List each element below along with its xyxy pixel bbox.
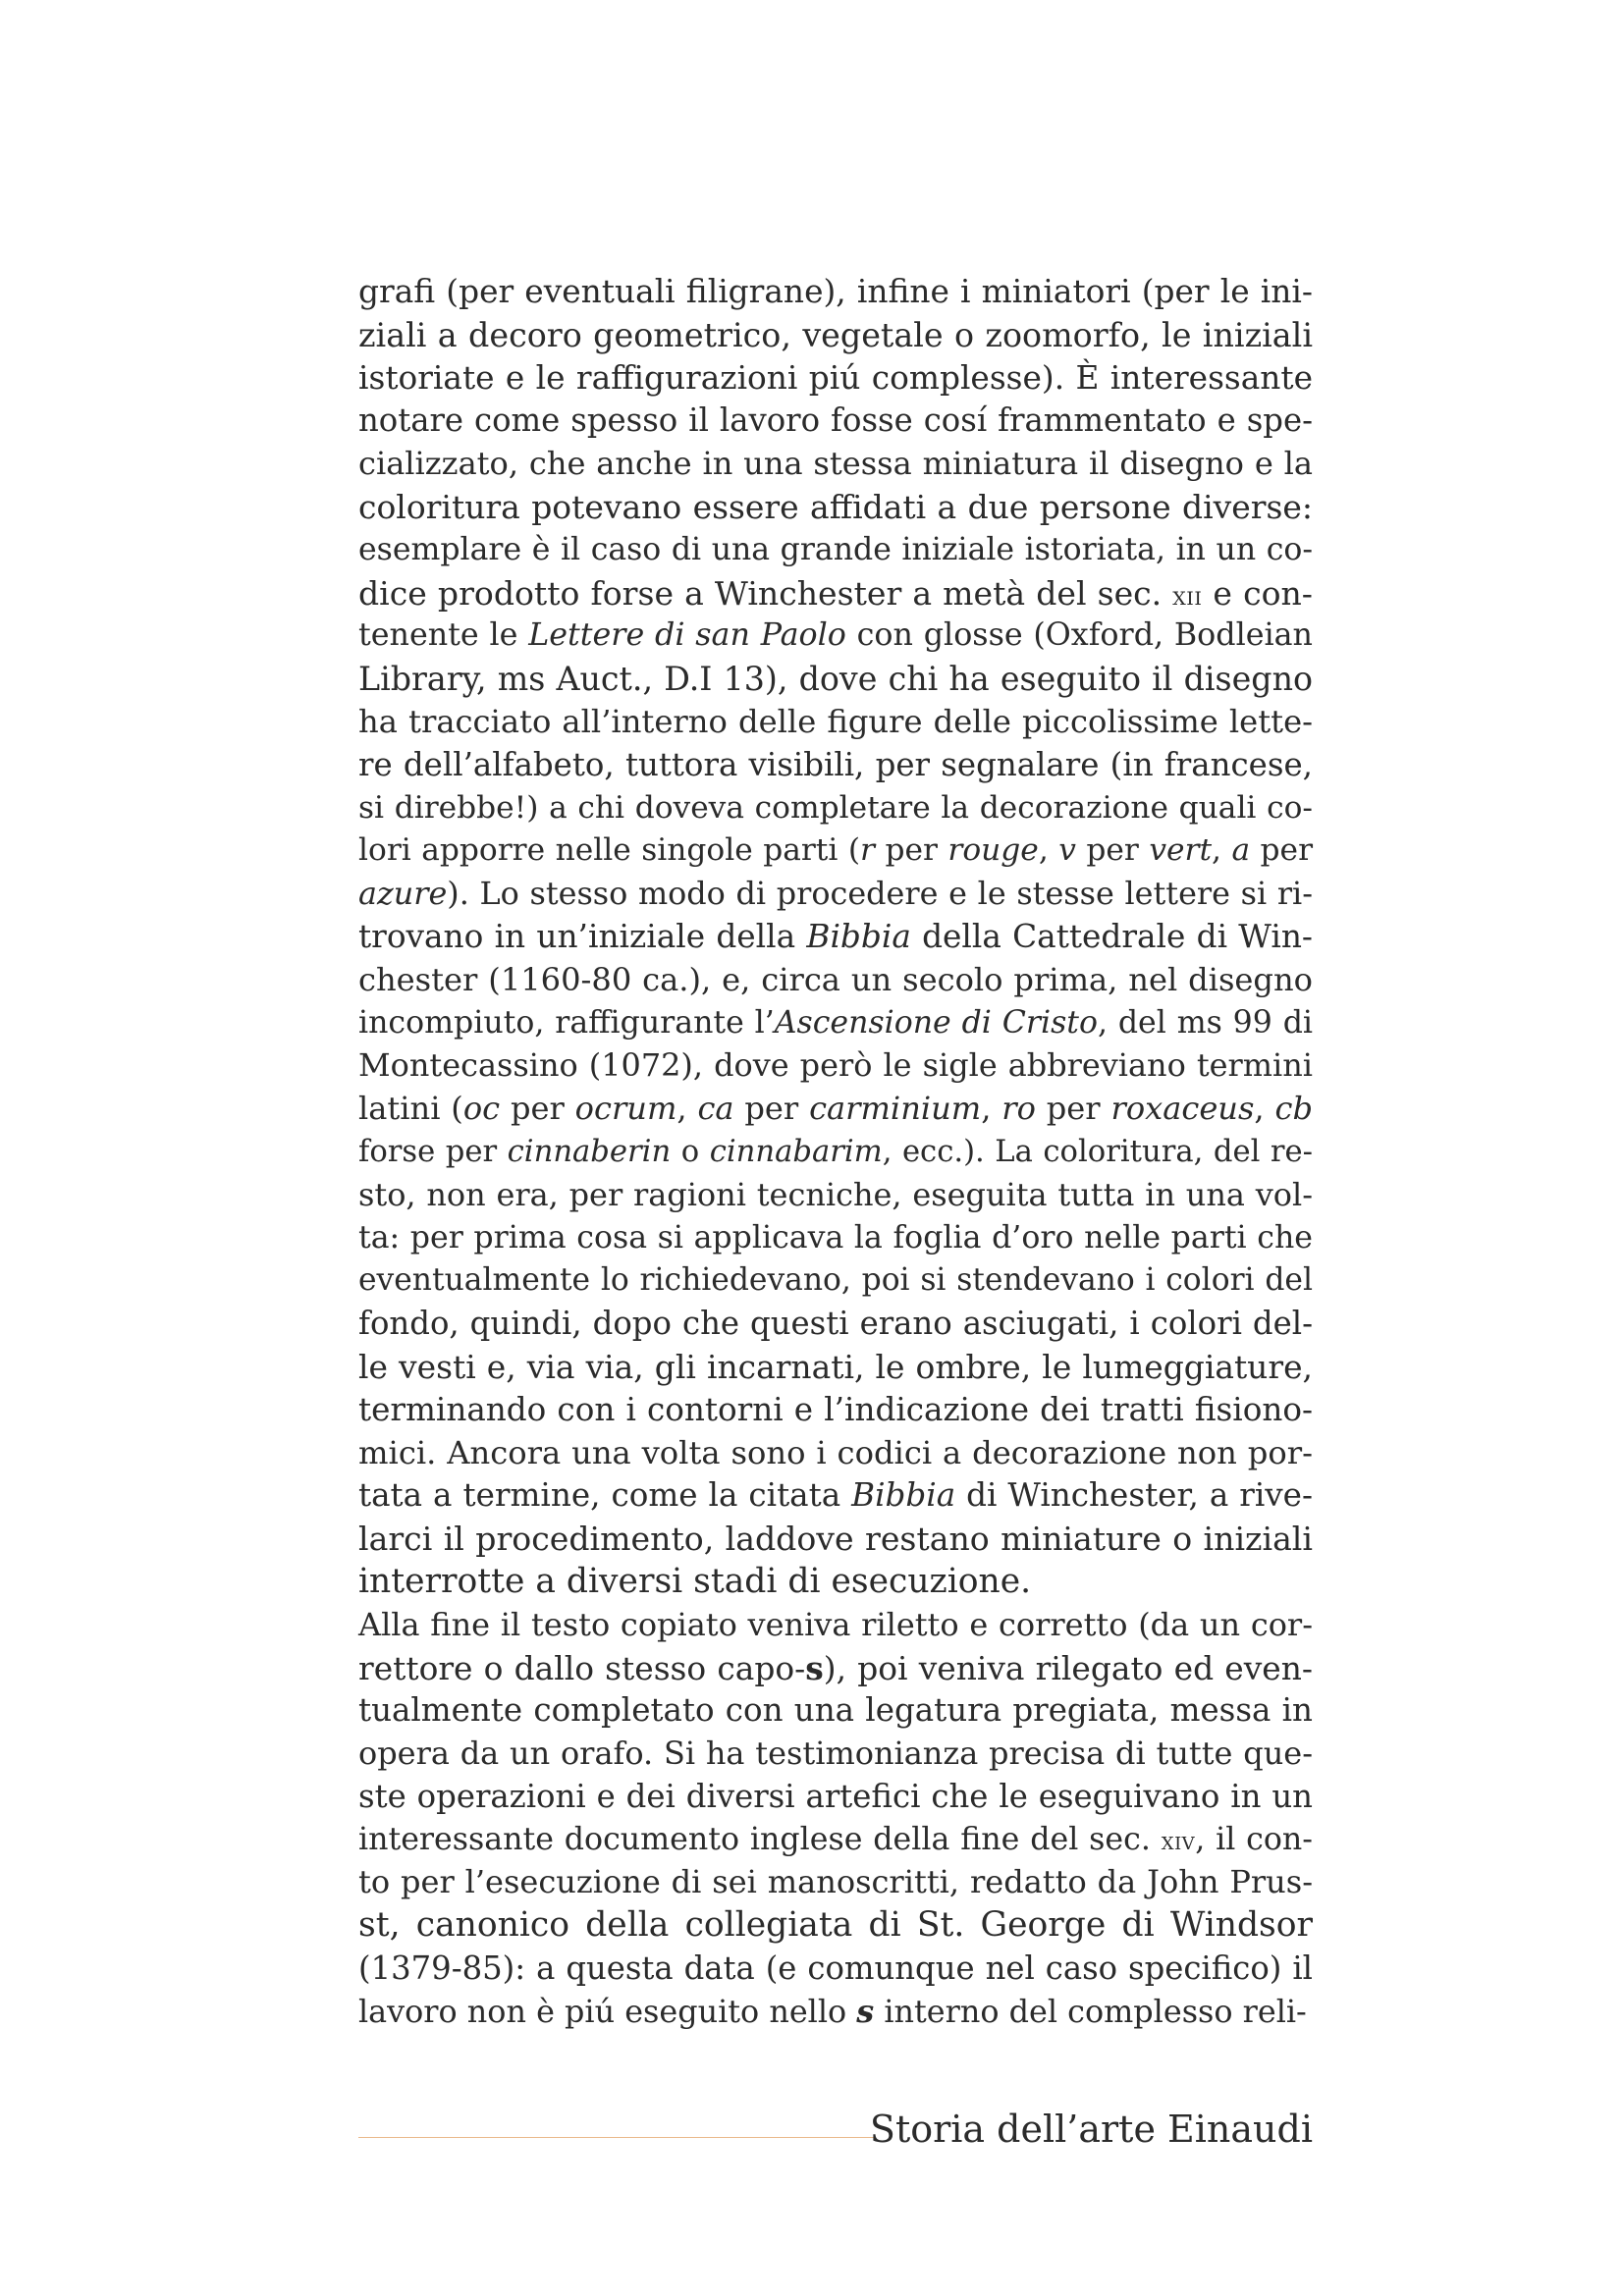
text-run: , (676, 1090, 698, 1128)
text-run: per (874, 832, 948, 869)
text-run: cinnabarim (709, 1134, 883, 1169)
text-line (358, 486, 1313, 529)
text-run: per (500, 1090, 575, 1128)
text-line (358, 959, 1313, 1002)
text-run: Alla fine il testo copiato veniva riletto e corretto (da un cor- (358, 1605, 1313, 1643)
text-line (358, 1217, 1313, 1260)
text-run: cinnaberin (507, 1134, 672, 1169)
text-line (358, 314, 1313, 357)
text-run: s (805, 1648, 824, 1687)
text-run: per (1035, 1090, 1111, 1128)
text-line (358, 1776, 1313, 1819)
text-run: dice prodotto forse a Winchester a metà del sec. (358, 573, 1173, 613)
text-run: a (1231, 832, 1251, 869)
text-run: ha tracciato all’interno delle figure delle piccolissime lette- (358, 702, 1313, 740)
text-run: istoriate e le raffigurazioni piú complesse). È interessante (358, 358, 1313, 397)
text-line (358, 1733, 1313, 1776)
text-line (358, 787, 1313, 830)
text-run: , del ms 99 di (1097, 1004, 1313, 1041)
text-run: tualmente completato con una legatura pregiata, messa in (358, 1691, 1313, 1730)
text-line (358, 271, 1313, 314)
text-run: di Winchester, a rive- (955, 1476, 1313, 1515)
text-run: chester (1160-80 ca.), e, circa un secolo prima, nel disegno (358, 960, 1313, 998)
text-line (358, 916, 1313, 959)
text-line (358, 1948, 1313, 1991)
text-run: esemplare è il caso di una grande iniziale istoriata, in un co- (358, 531, 1313, 567)
text-line (358, 443, 1313, 486)
text-run: , ecc.). La coloritura, del re- (882, 1134, 1313, 1169)
text-line (358, 1647, 1313, 1690)
text-line (358, 614, 1313, 658)
footer-rule (358, 2137, 876, 2138)
text-line (358, 658, 1313, 701)
text-run: ta: per prima cosa si applicava la foglia d’oro nelle parti che (358, 1219, 1313, 1255)
text-line (358, 1518, 1313, 1561)
text-run: Ascensione di Cristo (774, 1004, 1098, 1041)
text-run: o (671, 1134, 710, 1169)
text-run: st, canonico della collegiata di St. George di Windsor (358, 1905, 1313, 1946)
text-line (358, 572, 1313, 615)
text-run: incompiuto, raffigurante l’ (358, 1004, 775, 1041)
text-run: interno del complesso reli- (874, 1992, 1307, 2030)
text-run: trovano in un’iniziale della (358, 917, 807, 955)
text-run: latini ( (358, 1090, 463, 1128)
text-line (358, 829, 1313, 873)
text-run: notare come spesso il lavoro fosse cosí frammentato e spe- (358, 401, 1313, 440)
text-run: eventualmente lo richiedevano, poi si stendevano i colori del (358, 1262, 1313, 1299)
text-line (358, 1174, 1313, 1217)
text-line (358, 1861, 1313, 1904)
text-run: ). Lo stesso modo di procedere e le stesse lettere si ri- (447, 875, 1313, 913)
text-run: terminando con i contorni e l’indicazione dei tratti fisiono- (358, 1390, 1313, 1428)
text-line (358, 1689, 1313, 1733)
text-line (358, 1474, 1313, 1518)
text-line (358, 1131, 1313, 1174)
text-run: carminium (809, 1090, 982, 1128)
text-run: , (1254, 1090, 1275, 1128)
text-run: con glosse (Oxford, Bodleian (845, 617, 1313, 654)
footer-title: Storia dell’arte Einaudi (869, 2108, 1313, 2151)
text-run: grafi (per eventuali filigrane), infine i miniatori (per le ini- (358, 273, 1313, 310)
text-run: Lettere di san Paolo (528, 617, 846, 654)
text-run: xii (1172, 580, 1203, 612)
text-line (358, 873, 1313, 916)
text-run: le vesti e, via via, gli incarnati, le ombre, le lumeggiature, (358, 1347, 1313, 1386)
text-line (358, 357, 1313, 400)
text-line (358, 1604, 1313, 1647)
text-run: s (856, 1992, 875, 2030)
text-run: lori apporre nelle singole parti ( (358, 832, 861, 869)
text-line (358, 400, 1313, 443)
text-run: r (860, 832, 875, 869)
text-run: sto, non era, per ragioni tecniche, eseguita tutta in una vol- (358, 1175, 1313, 1213)
text-line (358, 1259, 1313, 1303)
text-run: ste operazioni e dei diversi artefici che le eseguivano in un (358, 1777, 1313, 1815)
text-run: Bibbia (851, 1476, 956, 1515)
text-run: lavoro non è piú eseguito nello (358, 1992, 857, 2030)
text-run: ocrum (574, 1090, 677, 1128)
text-run: azure (358, 875, 448, 913)
text-run: , (1038, 832, 1059, 869)
text-run: re dell’alfabeto, tuttora visibili, per segnalare (in francese, (358, 745, 1313, 783)
text-line (358, 744, 1313, 787)
text-line (358, 1991, 1313, 2034)
text-run: ), poi veniva rilegato ed even- (823, 1648, 1313, 1687)
text-run: oc (462, 1090, 501, 1128)
text-run: fondo, quindi, dopo che questi erano asciugati, i colori del- (358, 1305, 1313, 1343)
text-run: tata a termine, come la citata (358, 1476, 852, 1515)
text-line (358, 1088, 1313, 1131)
text-run: to per l’esecuzione di sei manoscritti, redatto da John Prus- (358, 1863, 1313, 1901)
text-run: si direbbe!) a chi doveva completare la decorazione quali co- (358, 789, 1313, 826)
text-line (358, 1389, 1313, 1432)
text-run: xiv (1161, 1826, 1196, 1856)
text-run: Library, ms Auct., D.I 13), dove chi ha eseguito il disegno (358, 660, 1313, 699)
text-line (358, 1819, 1313, 1862)
text-run: tenente le (358, 617, 529, 654)
text-line (358, 1044, 1313, 1088)
text-run: forse per (358, 1134, 508, 1169)
text-run: rouge (947, 832, 1039, 869)
text-run: , il con- (1195, 1821, 1313, 1857)
text-line (358, 529, 1313, 572)
text-run: rettore o dallo stesso capo- (358, 1648, 806, 1687)
text-run: v (1058, 832, 1076, 869)
text-run: per (1250, 832, 1314, 869)
text-line (358, 1432, 1313, 1475)
text-run: vert (1149, 832, 1213, 869)
text-run: , (1212, 832, 1232, 869)
text-run: per (733, 1090, 810, 1128)
text-run: larci il procedimento, laddove restano miniature o iniziali (358, 1520, 1313, 1559)
text-line (358, 701, 1313, 744)
text-run: coloritura potevano essere affidati a due persone diverse: (358, 487, 1313, 526)
text-run: cializzato, che anche in una stessa miniatura il disegno e la (358, 445, 1313, 483)
text-line (358, 1346, 1313, 1389)
text-run: ro (1001, 1090, 1036, 1128)
text-line (358, 1002, 1313, 1045)
text-run: ca (697, 1090, 734, 1128)
text-run: ziali a decoro geometrico, vegetale o zoomorfo, le iniziali (358, 315, 1313, 354)
text-run: per (1075, 832, 1150, 869)
text-run: della Cattedrale di Win- (910, 917, 1313, 955)
text-run: mici. Ancora una volta sono i codici a decorazione non por- (358, 1433, 1313, 1471)
text-line (358, 1904, 1313, 1948)
text-run: interessante documento inglese della fine del sec. (358, 1821, 1162, 1857)
text-run: interrotte a diversi stadi di esecuzione. (358, 1561, 1032, 1601)
text-run: opera da un orafo. Si ha testimonianza precisa di tutte que- (358, 1735, 1313, 1773)
text-line (358, 1561, 1313, 1604)
text-run: Montecassino (1072), dove però le sigle abbreviano termini (358, 1046, 1313, 1085)
text-run: e con- (1202, 573, 1313, 613)
text-line (358, 1303, 1313, 1346)
text-run: roxaceus (1110, 1090, 1255, 1128)
text-run: Bibbia (806, 917, 911, 955)
text-run: , (981, 1090, 1002, 1128)
body-text (358, 271, 1313, 2034)
text-run: (1379-85): a questa data (e comunque nel caso specifico) il (358, 1949, 1313, 1988)
text-run: cb (1274, 1090, 1313, 1128)
